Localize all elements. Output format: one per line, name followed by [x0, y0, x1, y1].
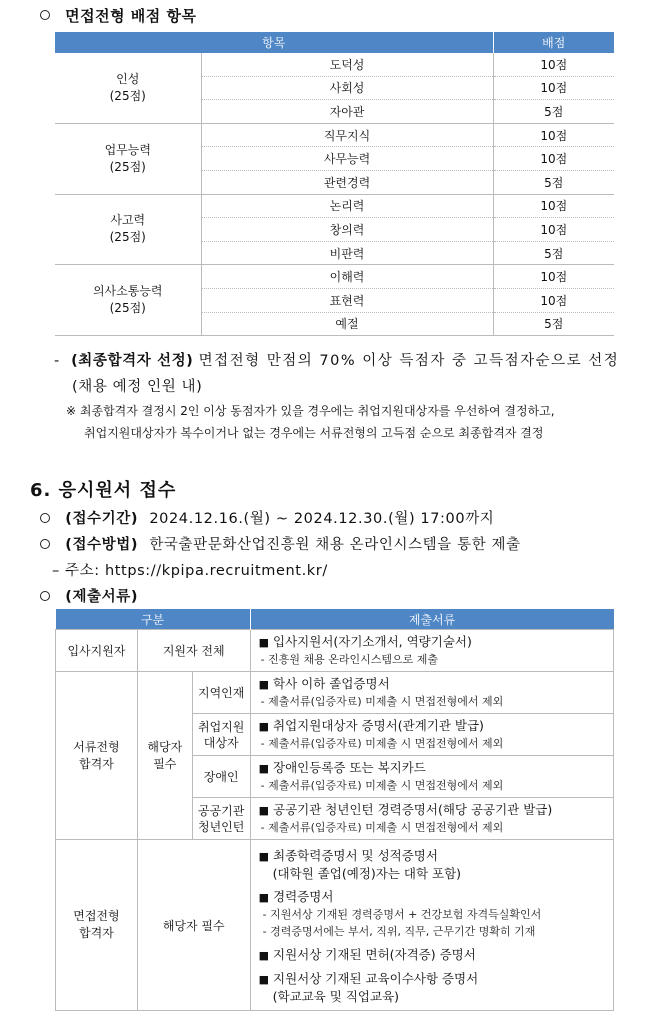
interview-score-table [55, 32, 614, 336]
circle-bullet-icon [40, 591, 50, 601]
item-name-cell: 직무지식 [201, 123, 493, 147]
circle-bullet-icon [40, 539, 50, 549]
item-name-cell: 이해력 [201, 265, 493, 289]
item-score-cell: 10점 [493, 147, 614, 171]
category-cell: 업무능력 (25점) [55, 123, 201, 194]
cell-required: 해당자 필수 [137, 672, 192, 840]
table-row [55, 123, 614, 147]
item-name-cell: 표현력 [201, 288, 493, 312]
circle-bullet-icon [40, 513, 50, 523]
application-period: (접수기간) 2024.12.16.(월) ~ 2024.12.30.(월) 17:00까지 [40, 507, 494, 528]
docs-header-category: 구분 [56, 609, 251, 630]
cell-disabled: 장애인 [192, 756, 250, 798]
table-row [56, 672, 614, 714]
cell-employment-support: 취업지원 대상자 [192, 714, 250, 756]
item-name-cell: 도덕성 [201, 53, 493, 76]
tie-note-1: ※ 최종합격자 결정시 2인 이상 동점자가 있을 경우에는 취업지원대상자를 우선하여 결정하고, [66, 404, 555, 418]
docs-header-documents: 제출서류 [250, 609, 613, 630]
item-score-cell: 10점 [493, 76, 614, 100]
category-cell: 인성 (25점) [55, 53, 201, 123]
category-cell: 사고력 (25점) [55, 194, 201, 265]
item-score-cell: 10점 [493, 123, 614, 147]
section-title: 6. 응시원서 접수 [30, 480, 177, 501]
table-header-score: 배점 [493, 32, 614, 53]
item-name-cell: 사회성 [201, 76, 493, 100]
item-name-cell: 창의력 [201, 218, 493, 242]
interview-heading: 면접전형 배점 항목 [40, 5, 196, 26]
cell-all-applicants: 지원자 전체 [137, 630, 250, 672]
doc-cell: ■ 공공기관 청년인턴 경력증명서(해당 공공기관 발급) - 제출서류(입증자료) 미제출 시 면접전형에서 제외 [250, 798, 613, 840]
item-score-cell: 5점 [493, 100, 614, 124]
tie-note-2: 취업지원대상자가 복수이거나 없는 경우에는 서류전형의 고득점 순으로 최종합격자 결정 [84, 426, 544, 440]
item-name-cell: 예절 [201, 312, 493, 336]
doc-cell: ■ 최종학력증명서 및 성적증명서 (대학원 졸업(예정)자는 대학 포함) ■ 경력증명서 - 지원서상 기재된 경력증명서 + 건강보험 자격득실확인서 - 경력증명서에는 부서, 직위, 직무, 근무기간 명확히 기재 ■ 지원서상 기재된 면허(자격증) 증명서 ■ 지원서상 기재된 교육이수사항 증명서 (학교교육 및 직업교육) [250, 840, 613, 1011]
application-method: (접수방법) 한국출판문화산업진흥원 채용 온라인시스템을 통한 제출 [40, 533, 521, 554]
item-score-cell: 10점 [493, 194, 614, 218]
circle-bullet-icon [40, 10, 50, 20]
table-row [56, 840, 614, 1011]
item-name-cell: 비판력 [201, 241, 493, 265]
doc-cell: ■ 취업지원대상자 증명서(관계기관 발급) - 제출서류(입증자료) 미제출 시 면접전형에서 제외 [250, 714, 613, 756]
category-cell: 의사소통능력 (25점) [55, 265, 201, 336]
item-score-cell: 10점 [493, 53, 614, 76]
doc-cell: ■ 장애인등록증 또는 복지카드 - 제출서류(입증자료) 미제출 시 면접전형에서 제외 [250, 756, 613, 798]
item-name-cell: 관련경력 [201, 170, 493, 194]
table-row [55, 53, 614, 76]
final-selection: - (최종합격자 선정) 면접전형 만점의 70% 이상 득점자 중 고득점자순으로 선정 [54, 353, 620, 369]
final-selection-note: (채용 예정 인원 내) [72, 379, 203, 395]
application-url: – 주소: https://kpipa.recruitment.kr/ [52, 563, 328, 579]
item-score-cell: 5점 [493, 312, 614, 336]
table-row [55, 265, 614, 289]
item-name-cell: 자아관 [201, 100, 493, 124]
item-score-cell: 10점 [493, 218, 614, 242]
table-row [56, 630, 614, 672]
item-name-cell: 논리력 [201, 194, 493, 218]
cell-local-talent: 지역인재 [192, 672, 250, 714]
cell-public-intern: 공공기관 청년인턴 [192, 798, 250, 840]
cell-applicant: 입사지원자 [56, 630, 138, 672]
item-score-cell: 10점 [493, 288, 614, 312]
item-name-cell: 사무능력 [201, 147, 493, 171]
cell-required-all: 해당자 필수 [137, 840, 250, 1011]
documents-heading: (제출서류) [40, 585, 138, 606]
table-header-item: 항목 [55, 32, 493, 53]
doc-cell: ■ 학사 이하 졸업증명서 - 제출서류(입증자료) 미제출 시 면접전형에서 제외 [250, 672, 613, 714]
table-row [55, 194, 614, 218]
cell-doc-screening: 서류전형 합격자 [56, 672, 138, 840]
item-score-cell: 5점 [493, 241, 614, 265]
documents-table [55, 609, 614, 1011]
item-score-cell: 10점 [493, 265, 614, 289]
doc-cell: ■ 입사지원서(자기소개서, 역량기술서) - 진흥원 채용 온라인시스템으로 제출 [250, 630, 613, 672]
cell-interview-passed: 면접전형 합격자 [56, 840, 138, 1011]
item-score-cell: 5점 [493, 170, 614, 194]
